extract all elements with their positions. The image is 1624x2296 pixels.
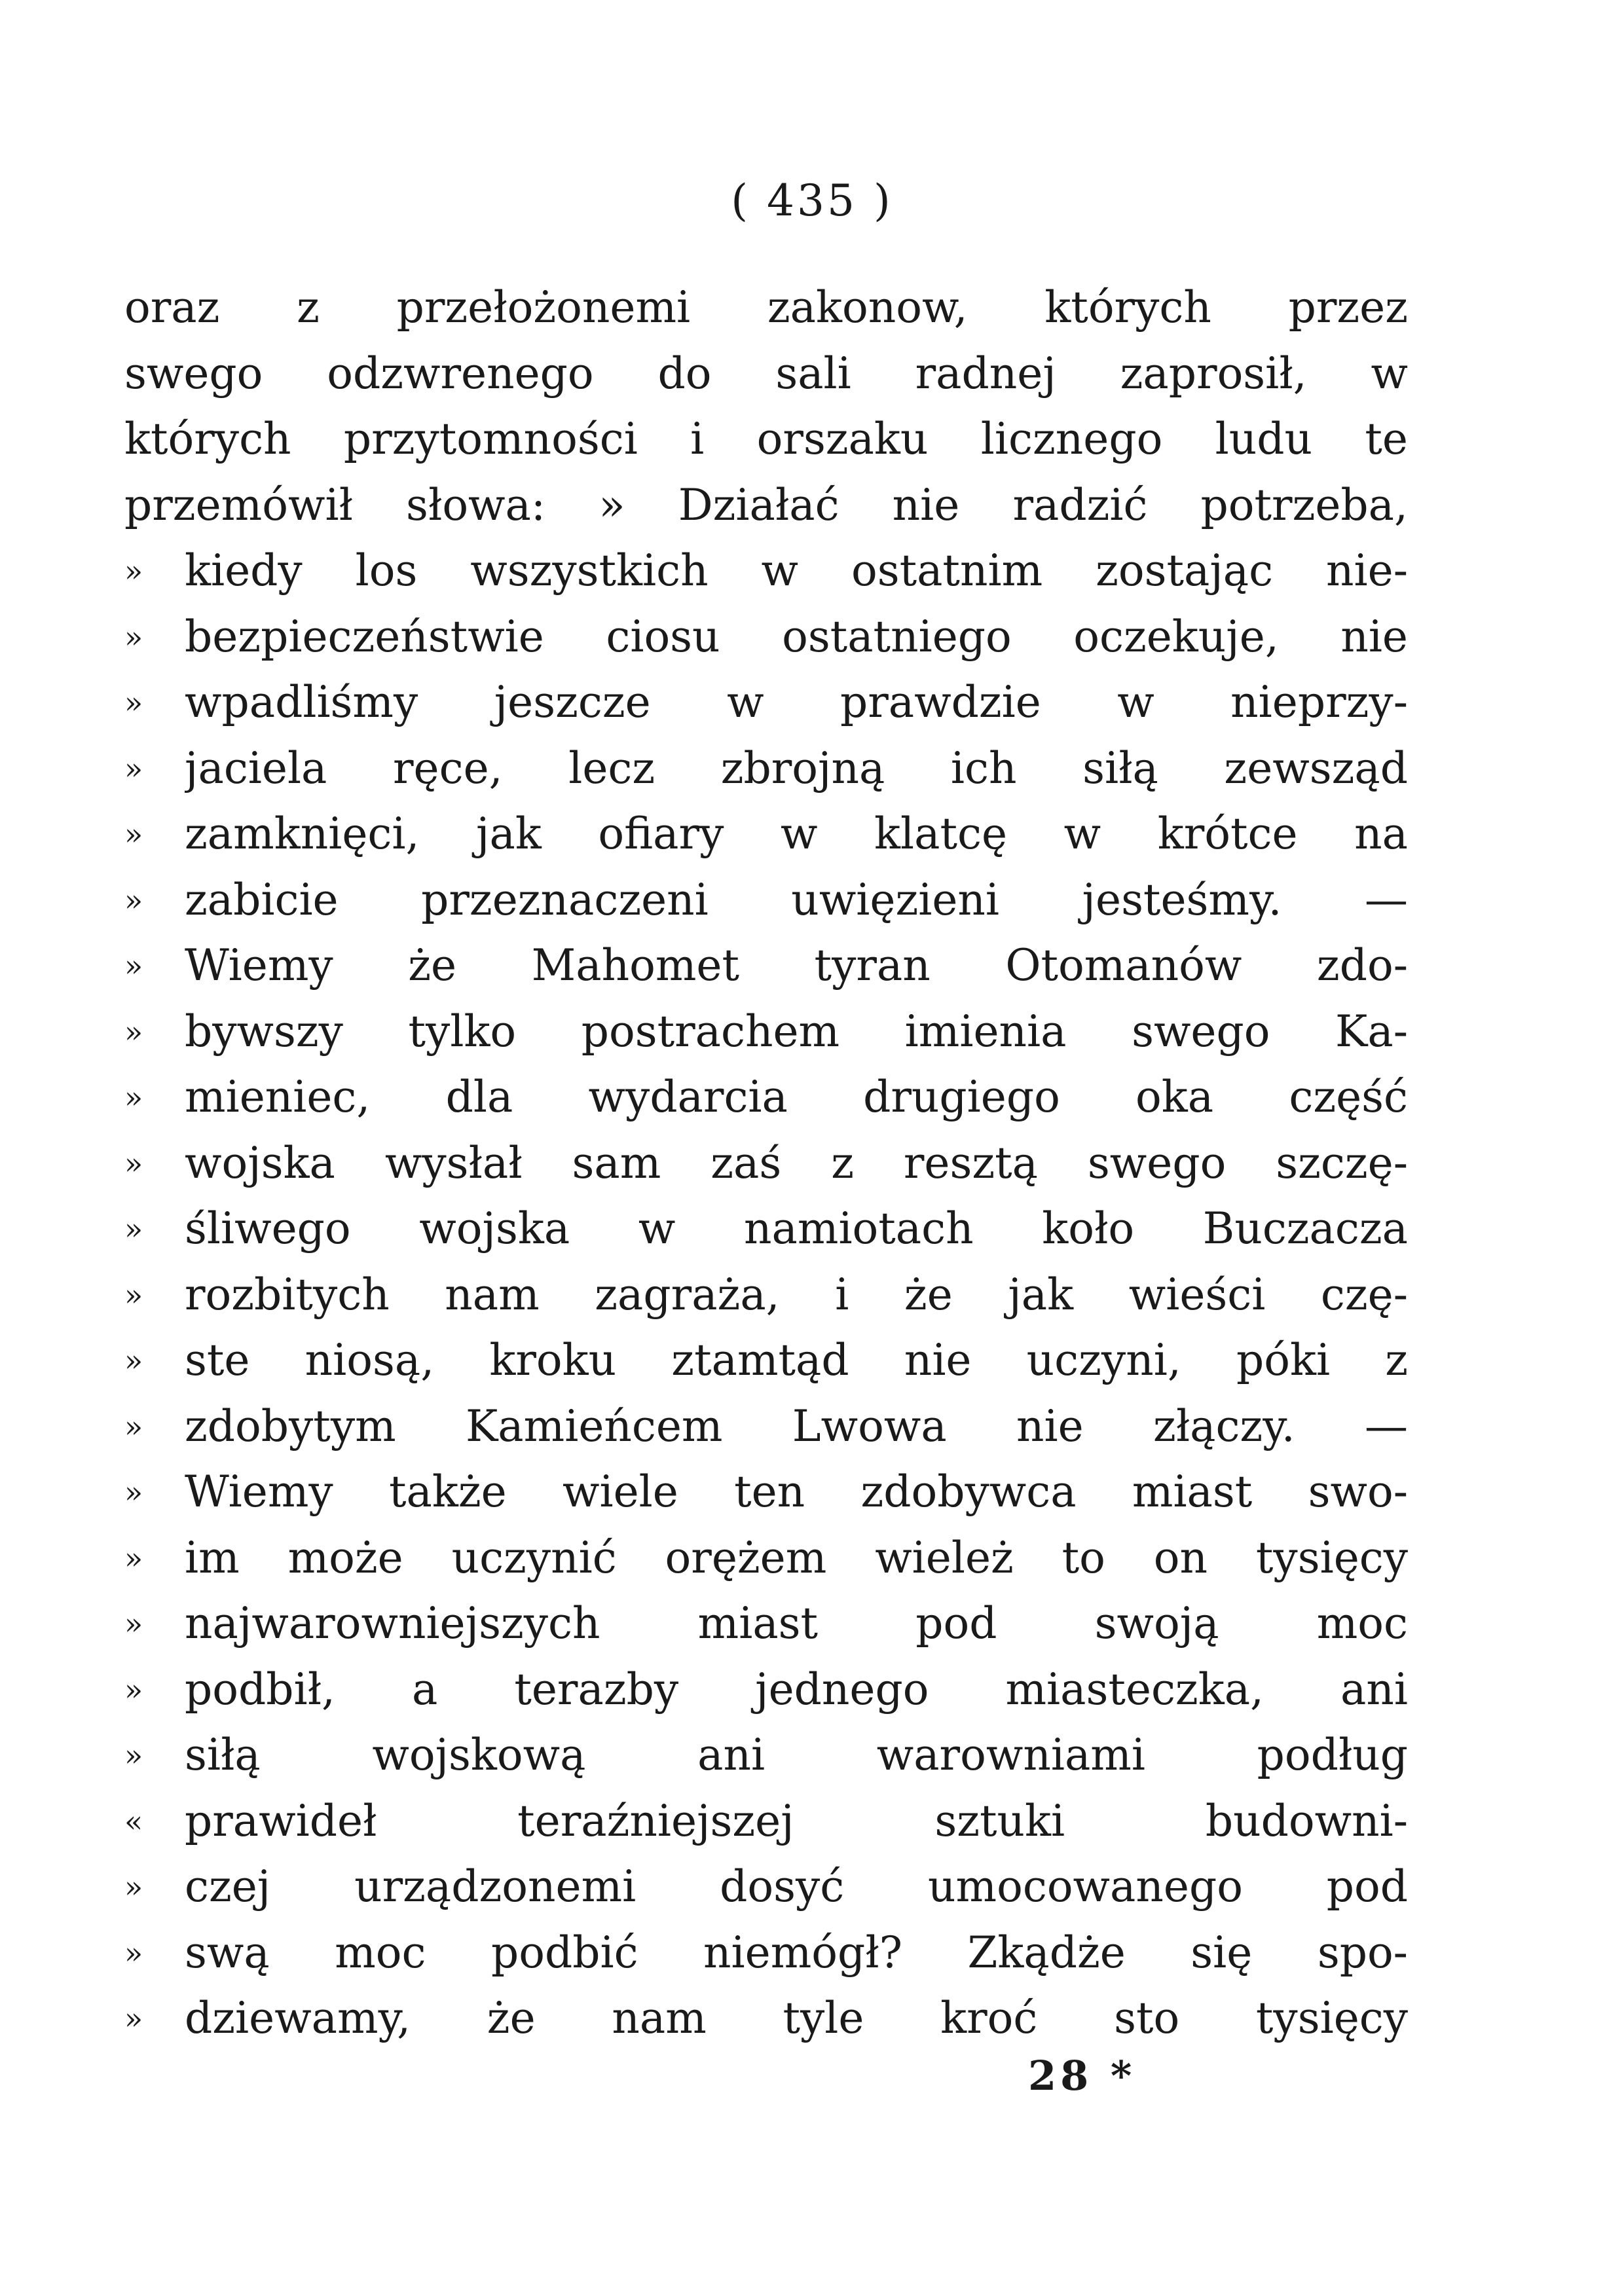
quotation-mark: »: [124, 1145, 143, 1181]
quotation-mark: »: [124, 1343, 143, 1378]
line-text: dziewamy, że nam tyle kroć sto tysięcy: [185, 1993, 1408, 2043]
quotation-mark: »: [124, 1080, 143, 1115]
text-line: [124, 1986, 1408, 2052]
line-text: Wiemy że Mahomet tyran Otomanów zdo-: [185, 940, 1408, 991]
text-line: [124, 1591, 1408, 1657]
text-line: [124, 1789, 1408, 1855]
line-text: wpadliśmy jeszcze w prawdzie w nieprzy-: [185, 677, 1408, 727]
text-line: [124, 1459, 1408, 1525]
quotation-mark: »: [124, 816, 143, 852]
text-line: [124, 1328, 1408, 1394]
text-line: [124, 670, 1408, 736]
line-text: bywszy tylko postrachem imienia swego Ka-: [185, 1006, 1408, 1057]
quotation-mark: »: [124, 882, 143, 918]
text-line: [124, 604, 1408, 670]
line-text: rozbitych nam zagraża, i że jak wieści czę-: [185, 1269, 1408, 1320]
text-line: [124, 736, 1408, 802]
text-line: [124, 407, 1408, 473]
text-line: [124, 801, 1408, 867]
line-text: czej urządzonemi dosyć umocowanego pod: [185, 1861, 1408, 1912]
text-line: [124, 867, 1408, 934]
quotation-mark: »: [124, 1013, 143, 1049]
text-line: [124, 1525, 1408, 1592]
line-text: śliwego wojska w namiotach koło Buczacza: [185, 1203, 1408, 1254]
text-line: [124, 933, 1408, 999]
line-text: zabicie przeznaczeni uwięzieni jesteśmy. —: [185, 874, 1408, 925]
quotation-mark: »: [124, 1738, 143, 1773]
quotation-mark: »: [124, 619, 143, 655]
line-text: przemówił słowa: » Działać nie radzić potrzeba,: [124, 479, 1408, 530]
text-line: [124, 1722, 1408, 1789]
quotation-mark: »: [124, 1474, 143, 1510]
text-line: [124, 1854, 1408, 1920]
line-text: kiedy los wszystkich w ostatnim zostając nie-: [185, 545, 1408, 596]
quotation-mark: »: [124, 1408, 143, 1444]
text-line: [124, 1394, 1408, 1460]
quotation-mark: »: [124, 2001, 143, 2036]
quotation-mark: »: [124, 685, 143, 720]
quotation-mark: »: [124, 1211, 143, 1247]
text-line: [124, 538, 1408, 604]
line-text: bezpieczeństwie ciosu ostatniego oczekuje, nie: [185, 611, 1408, 662]
text-line: [124, 1920, 1408, 1986]
quotation-mark: »: [124, 1935, 143, 1971]
quotation-mark: »: [124, 1869, 143, 1904]
text-line: [124, 1065, 1408, 1131]
quotation-mark: »: [124, 1671, 143, 1707]
line-text: swą moc podbić niemógł? Zkądże się spo-: [185, 1927, 1408, 1978]
line-text: swego odzwrenego do sali radnej zaprosił, w: [124, 348, 1408, 399]
quotation-mark: »: [124, 1277, 143, 1313]
line-text: ste niosą, kroku ztamtąd nie uczyni, póki z: [185, 1335, 1408, 1385]
text-line: [124, 999, 1408, 1065]
line-text: im może uczynić orężem wieleż to on tysięcy: [185, 1532, 1408, 1583]
line-text: wojska wysłał sam zaś z resztą swego szczę-: [185, 1137, 1408, 1188]
line-text: najwarowniejszych miast pod swoją moc: [185, 1598, 1408, 1649]
quotation-mark: »: [124, 948, 143, 983]
line-text: oraz z przełożonemi zakonow, których przez: [124, 282, 1408, 333]
text-line: [124, 341, 1408, 407]
line-text: prawideł teraźniejszej sztuki budowni-: [185, 1795, 1408, 1846]
line-text: zamknięci, jak ofiary w klatcę w krótce na: [185, 809, 1408, 859]
text-line: [124, 1131, 1408, 1197]
quotation-mark: «: [124, 1803, 143, 1839]
quotation-mark: »: [124, 553, 143, 589]
line-text: Wiemy także wiele ten zdobywca miast swo-: [185, 1467, 1408, 1517]
text-line: [124, 1196, 1408, 1262]
text-line: [124, 473, 1408, 539]
line-text: których przytomności i orszaku licznego ludu te: [124, 414, 1408, 464]
quotation-mark: »: [124, 1540, 143, 1576]
text-line: [124, 1262, 1408, 1328]
text-line: [124, 1657, 1408, 1723]
line-text: jaciela ręce, lecz zbrojną ich siłą zewsząd: [185, 742, 1408, 793]
line-text: zdobytym Kamieńcem Lwowa nie złączy. —: [185, 1400, 1408, 1451]
line-text: mieniec, dla wydarcia drugiego oka część: [185, 1072, 1408, 1122]
line-text: podbił, a terazby jednego miasteczka, ani: [185, 1664, 1408, 1715]
text-line: [124, 275, 1408, 341]
line-text: siłą wojskową ani warowniami podług: [185, 1730, 1408, 1780]
body-text: [124, 275, 1408, 2052]
quotation-mark: »: [124, 1606, 143, 1641]
page-number: ( 435 ): [731, 175, 893, 226]
quotation-mark: »: [124, 750, 143, 786]
printer-signature-mark: 28 *: [1028, 2052, 1136, 2100]
